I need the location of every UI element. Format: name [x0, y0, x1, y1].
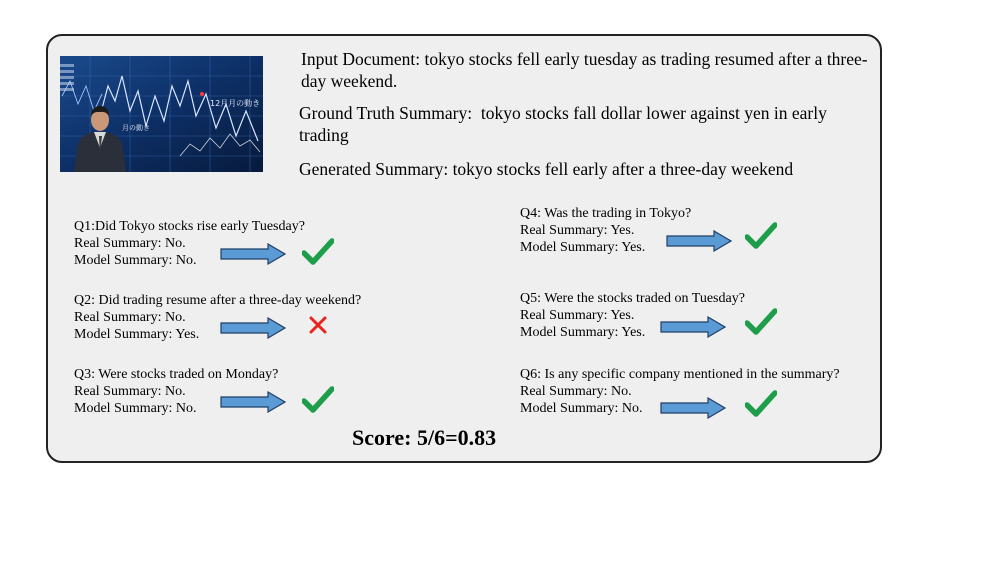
ground-truth-label: Ground Truth Summary:	[299, 103, 473, 123]
model-summary-answer: Model Summary: No.	[520, 401, 643, 416]
model-summary-answer: Model Summary: No.	[74, 253, 197, 268]
board-label-1: 12月月の動き	[210, 99, 261, 108]
question-text: Q4: Was the trading in Tokyo?	[520, 206, 692, 221]
question-text: Q6: Is any specific company mentioned in the summary?	[520, 367, 840, 382]
board-label-2: 月の動き	[122, 124, 150, 132]
ground-truth-text: tokyo stocks fall dollar lower against yen in early trading	[299, 103, 827, 145]
question-text: Q3: Were stocks traded on Monday?	[74, 367, 279, 382]
ground-truth-summary	[299, 102, 874, 146]
real-summary-answer: Real Summary: Yes.	[520, 223, 635, 238]
check-mark-icon	[745, 390, 777, 418]
stock-board-image	[60, 56, 263, 172]
right-arrow-icon	[220, 391, 286, 413]
stock-board-photo	[60, 56, 263, 172]
real-summary-answer: Real Summary: Yes.	[520, 308, 635, 323]
check-mark-icon	[745, 308, 777, 336]
check-mark-icon	[302, 238, 334, 266]
check-mark-icon	[745, 222, 777, 250]
question-text: Q1:Did Tokyo stocks rise early Tuesday?	[74, 219, 305, 234]
right-arrow-icon	[220, 243, 286, 265]
model-summary-answer: Model Summary: No.	[74, 401, 197, 416]
model-summary-answer: Model Summary: Yes.	[74, 327, 200, 342]
question-text: Q2: Did trading resume after a three-day weekend?	[74, 293, 362, 308]
score-label: Score: 5/6=0.83	[352, 425, 497, 450]
real-summary-answer: Real Summary: No.	[74, 236, 186, 251]
model-summary-answer: Model Summary: Yes.	[520, 325, 646, 340]
real-summary-answer: Real Summary: No.	[74, 384, 186, 399]
generated-summary-label: Generated Summary:	[299, 159, 449, 179]
cross-mark-icon	[302, 312, 334, 340]
right-arrow-icon	[220, 317, 286, 339]
right-arrow-icon	[660, 316, 726, 338]
input-document	[301, 48, 876, 92]
model-summary-answer: Model Summary: Yes.	[520, 240, 646, 255]
input-document-text: tokyo stocks fell early tuesday as trading resumed after a three-day weekend.	[301, 49, 868, 91]
input-document-label: Input Document:	[301, 49, 421, 69]
generated-summary-text: tokyo stocks fell early after a three-day weekend	[452, 159, 794, 179]
real-summary-answer: Real Summary: No.	[520, 384, 632, 399]
right-arrow-icon	[666, 230, 732, 252]
check-mark-icon	[302, 386, 334, 414]
question-text: Q5: Were the stocks traded on Tuesday?	[520, 291, 745, 306]
generated-summary	[299, 158, 874, 180]
real-summary-answer: Real Summary: No.	[74, 310, 186, 325]
right-arrow-icon	[660, 397, 726, 419]
